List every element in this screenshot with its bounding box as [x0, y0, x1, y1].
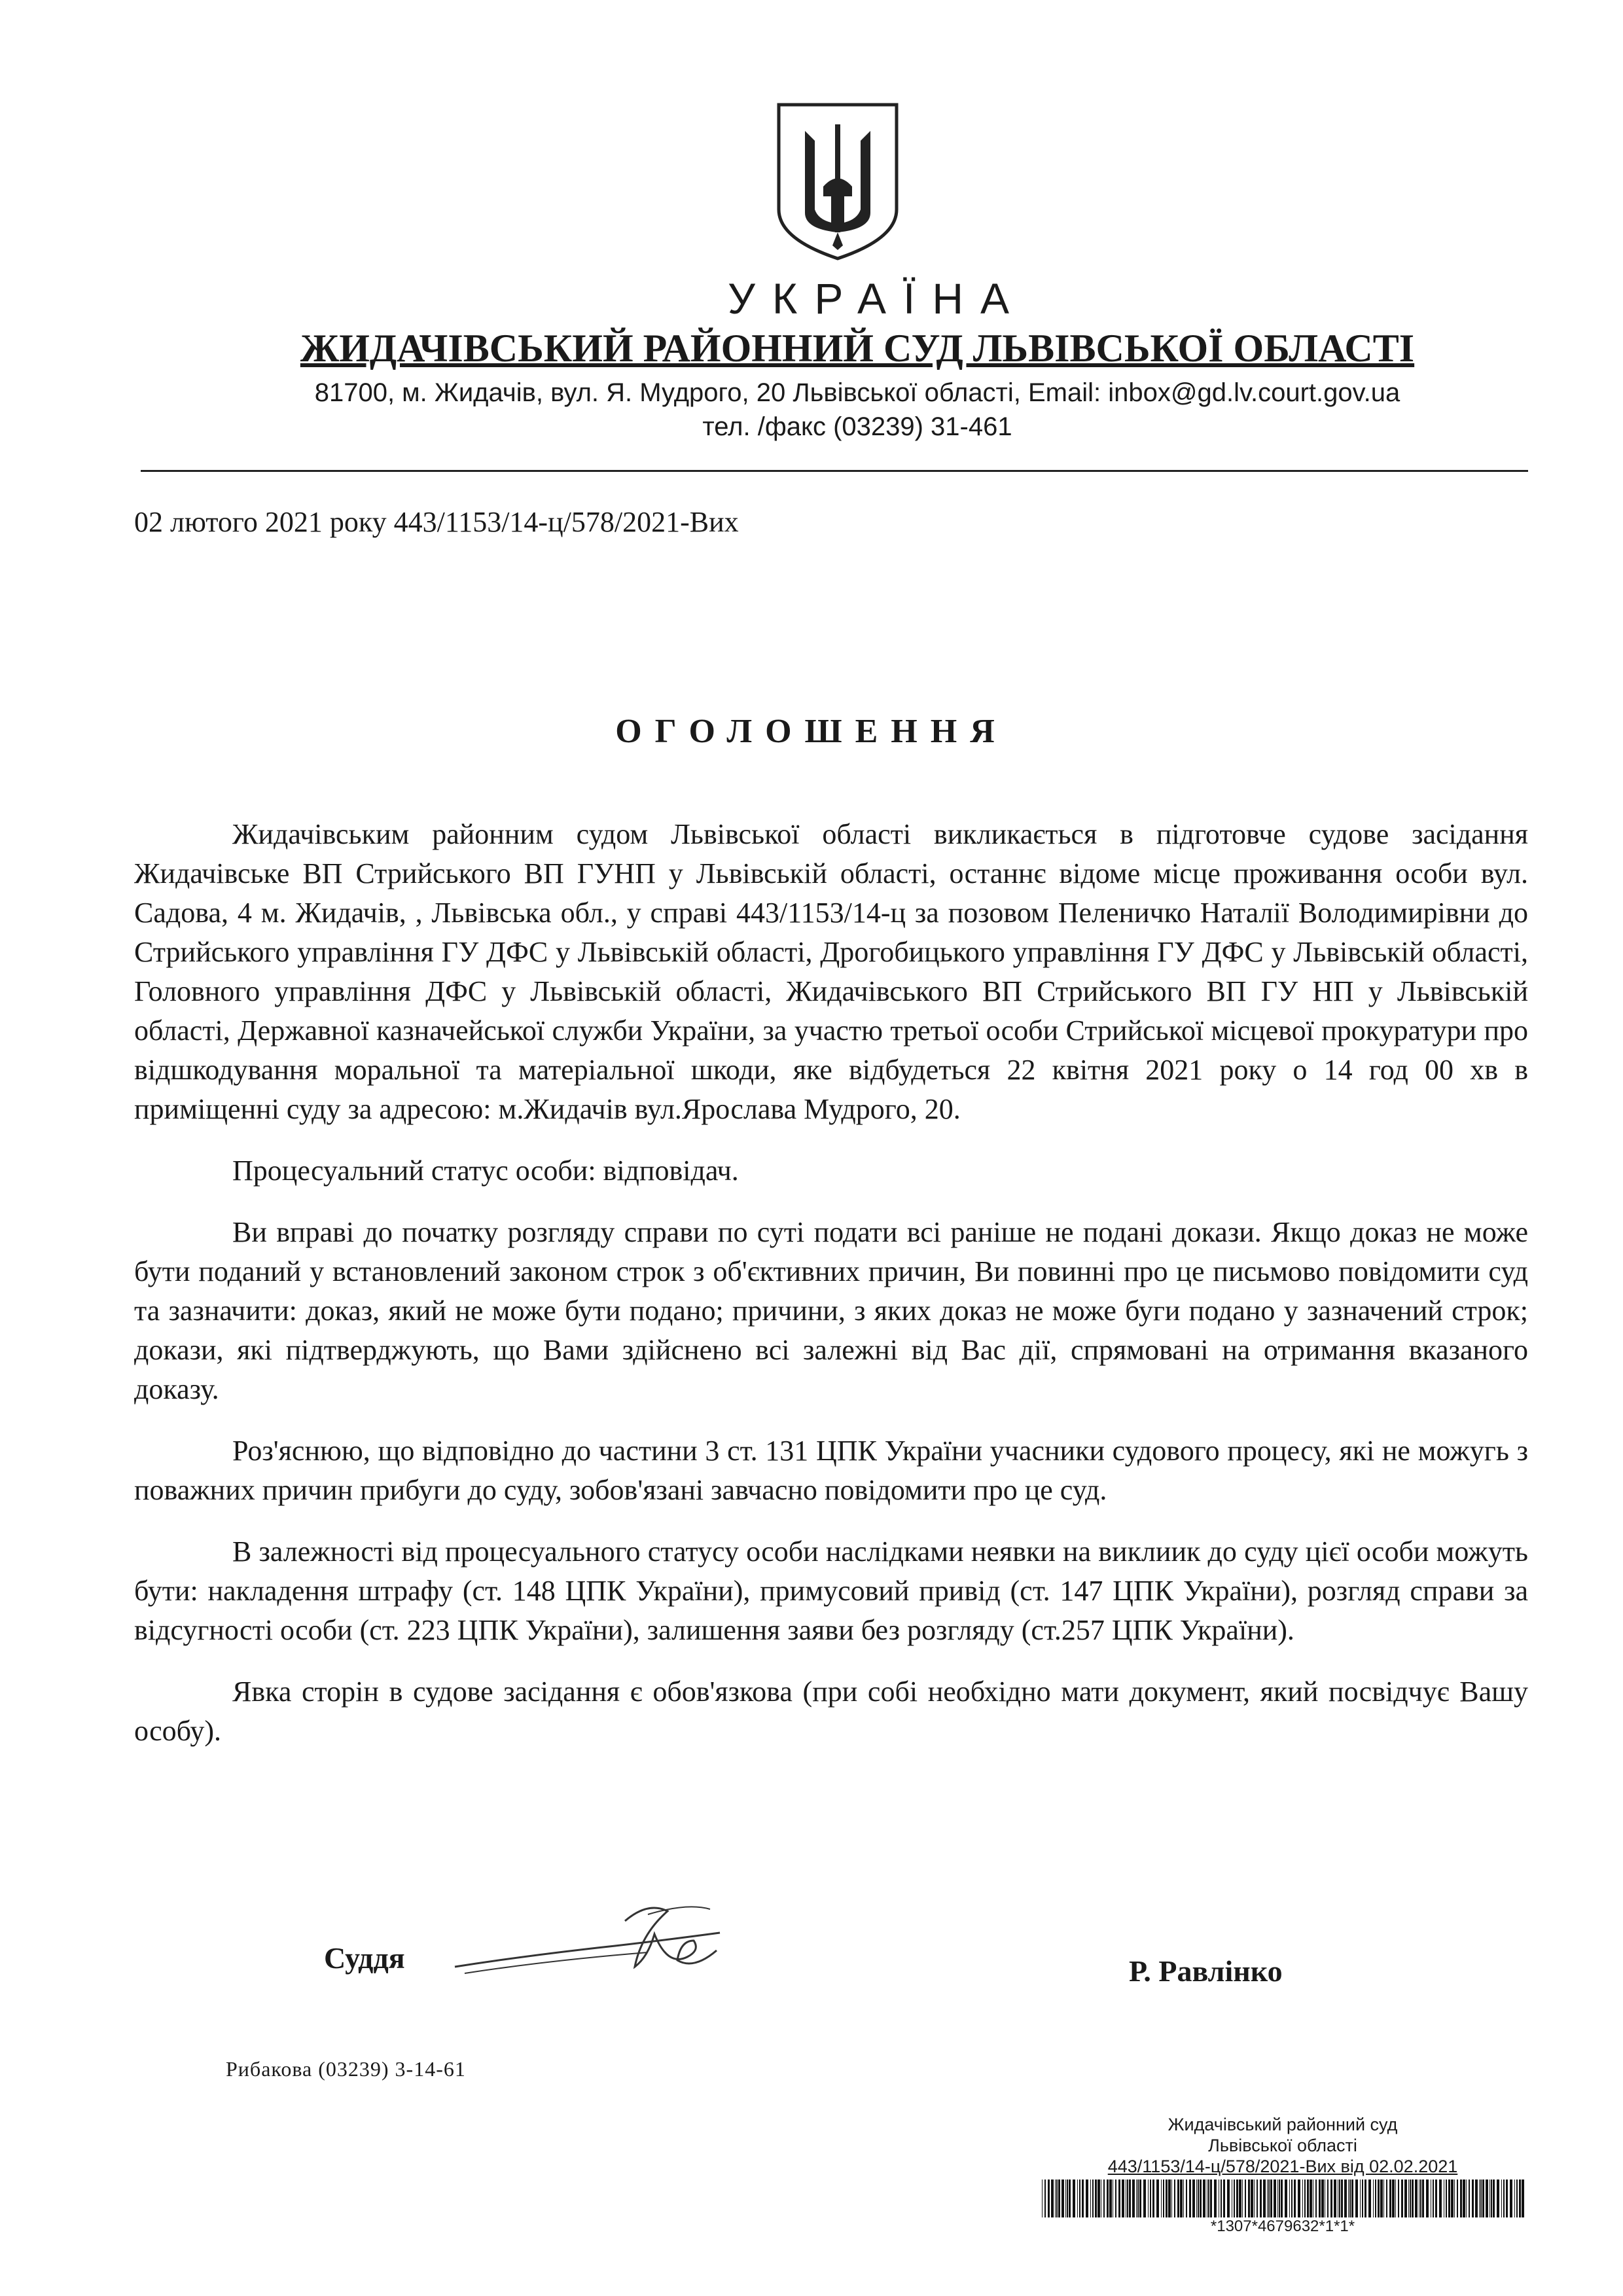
paragraph: В залежності від процесуального статусу особи наслідками неявки на виклиик до суду цієї особи можуть бути: накладення штрафу (ст. 148 ЦПК України), примусовий привід (ст. 147 ЦПК України), розгляд справи за відсугності особи (ст. 223 ЦПК України), залишення заяви без розгляду (ст.257 ЦПК України).: [134, 1535, 1528, 1646]
paragraph: Жидачівським районним судом Львівської області викликається в підготовче судове засідання Жидачівське ВП Стрийського ВП ГУНП у Львівській області, останнє відоме місце проживання особи вул. Садова, 4 м. Жидачів, , Львівська обл., у справі 443/1153/14-ц за позовом Пеленичко Наталії Володимирівни до Стрийського управління ГУ ДФС у Львівській області, Дрогобицького управління ГУ ДФС у Львівській області, Головного управління ДФС у Львівській області, Жидачівського ВП Стрийського ВП ГУ НП у Львівській області, Державної казначейської служби України, за участю третьої особи Стрийської місцевої прокуратури про відшкодування моральної та матеріальної шкоди, яке відбудеться 22 квітня 2021 року о 14 год 00 хв в приміщенні суду за адресою: м.Жидачів вул.Ярослава Мудрого, 20.: [134, 818, 1528, 1125]
document-body: [134, 815, 1528, 1773]
court-phone: тел. /факс (03239) 31-461: [702, 412, 1012, 441]
judge-name: Р. Равлінко: [1129, 1954, 1283, 1988]
barcode-text: *1307*4679632*1*1*: [1210, 2217, 1355, 2235]
paragraph: Явка сторін в судове засідання є обов'язкова (при собі необхідно мати документ, який посвідчує Вашу особу).: [134, 1676, 1528, 1747]
court-address: 81700, м. Жидачів, вул. Я. Мудрого, 20 Львівської області, Email: inbox@gd.lv.court.gov.ua: [314, 378, 1400, 407]
outgoing-number: 02 лютого 2021 року 443/1153/14-ц/578/2021-Вих: [134, 506, 739, 538]
judge-label: Суддя: [324, 1941, 405, 1975]
paragraph: Ви вправі до початку розгляду справи по суті подати всі раніше не подані докази. Якщо доказ не може бути поданий у встановлений законом строк з об'єктивних причин, Ви повинні про це письмово повідомити суд та зазначити: доказ, який не може бути подано; причини, з яких доказ не може буги подано у зазначений строк; докази, які підтверджують, що Вами здійснено всі залежні від Вас дії, спрямовані на отримання вказаного доказу.: [134, 1216, 1528, 1405]
court-name: ЖИДАЧІВСЬКИЙ РАЙОННИЙ СУД ЛЬВІВСЬКОЇ ОБЛАСТІ: [300, 327, 1415, 370]
registration-stamp: [1041, 2114, 1525, 2236]
stamp-line: Жидачівський районний суд: [1168, 2115, 1398, 2134]
stamp-reg-number: 443/1153/14-ц/578/2021-Вих від 02.02.2021: [1107, 2157, 1458, 2176]
barcode: [1041, 2179, 1525, 2217]
paragraph: Роз'яснюю, що відповідно до частини 3 ст. 131 ЦПК України учасники судового процесу, які не можугь з поважних причин прибуги до суду, зобов'язані завчасно повідомити про це суд.: [134, 1435, 1528, 1506]
executor-contact: Рибакова (03239) 3-14-61: [226, 2057, 466, 2081]
document-title: ОГОЛОШЕННЯ: [615, 713, 1008, 750]
handwritten-signature: [452, 1895, 740, 2000]
coat-of-arms-icon: [772, 98, 903, 262]
header-divider: [141, 470, 1528, 472]
stamp-line: Львівської області: [1208, 2136, 1357, 2155]
country-title: УКРАЇНА: [727, 274, 1027, 323]
paragraph: Процесуальний статус особи: відповідач.: [232, 1155, 739, 1187]
